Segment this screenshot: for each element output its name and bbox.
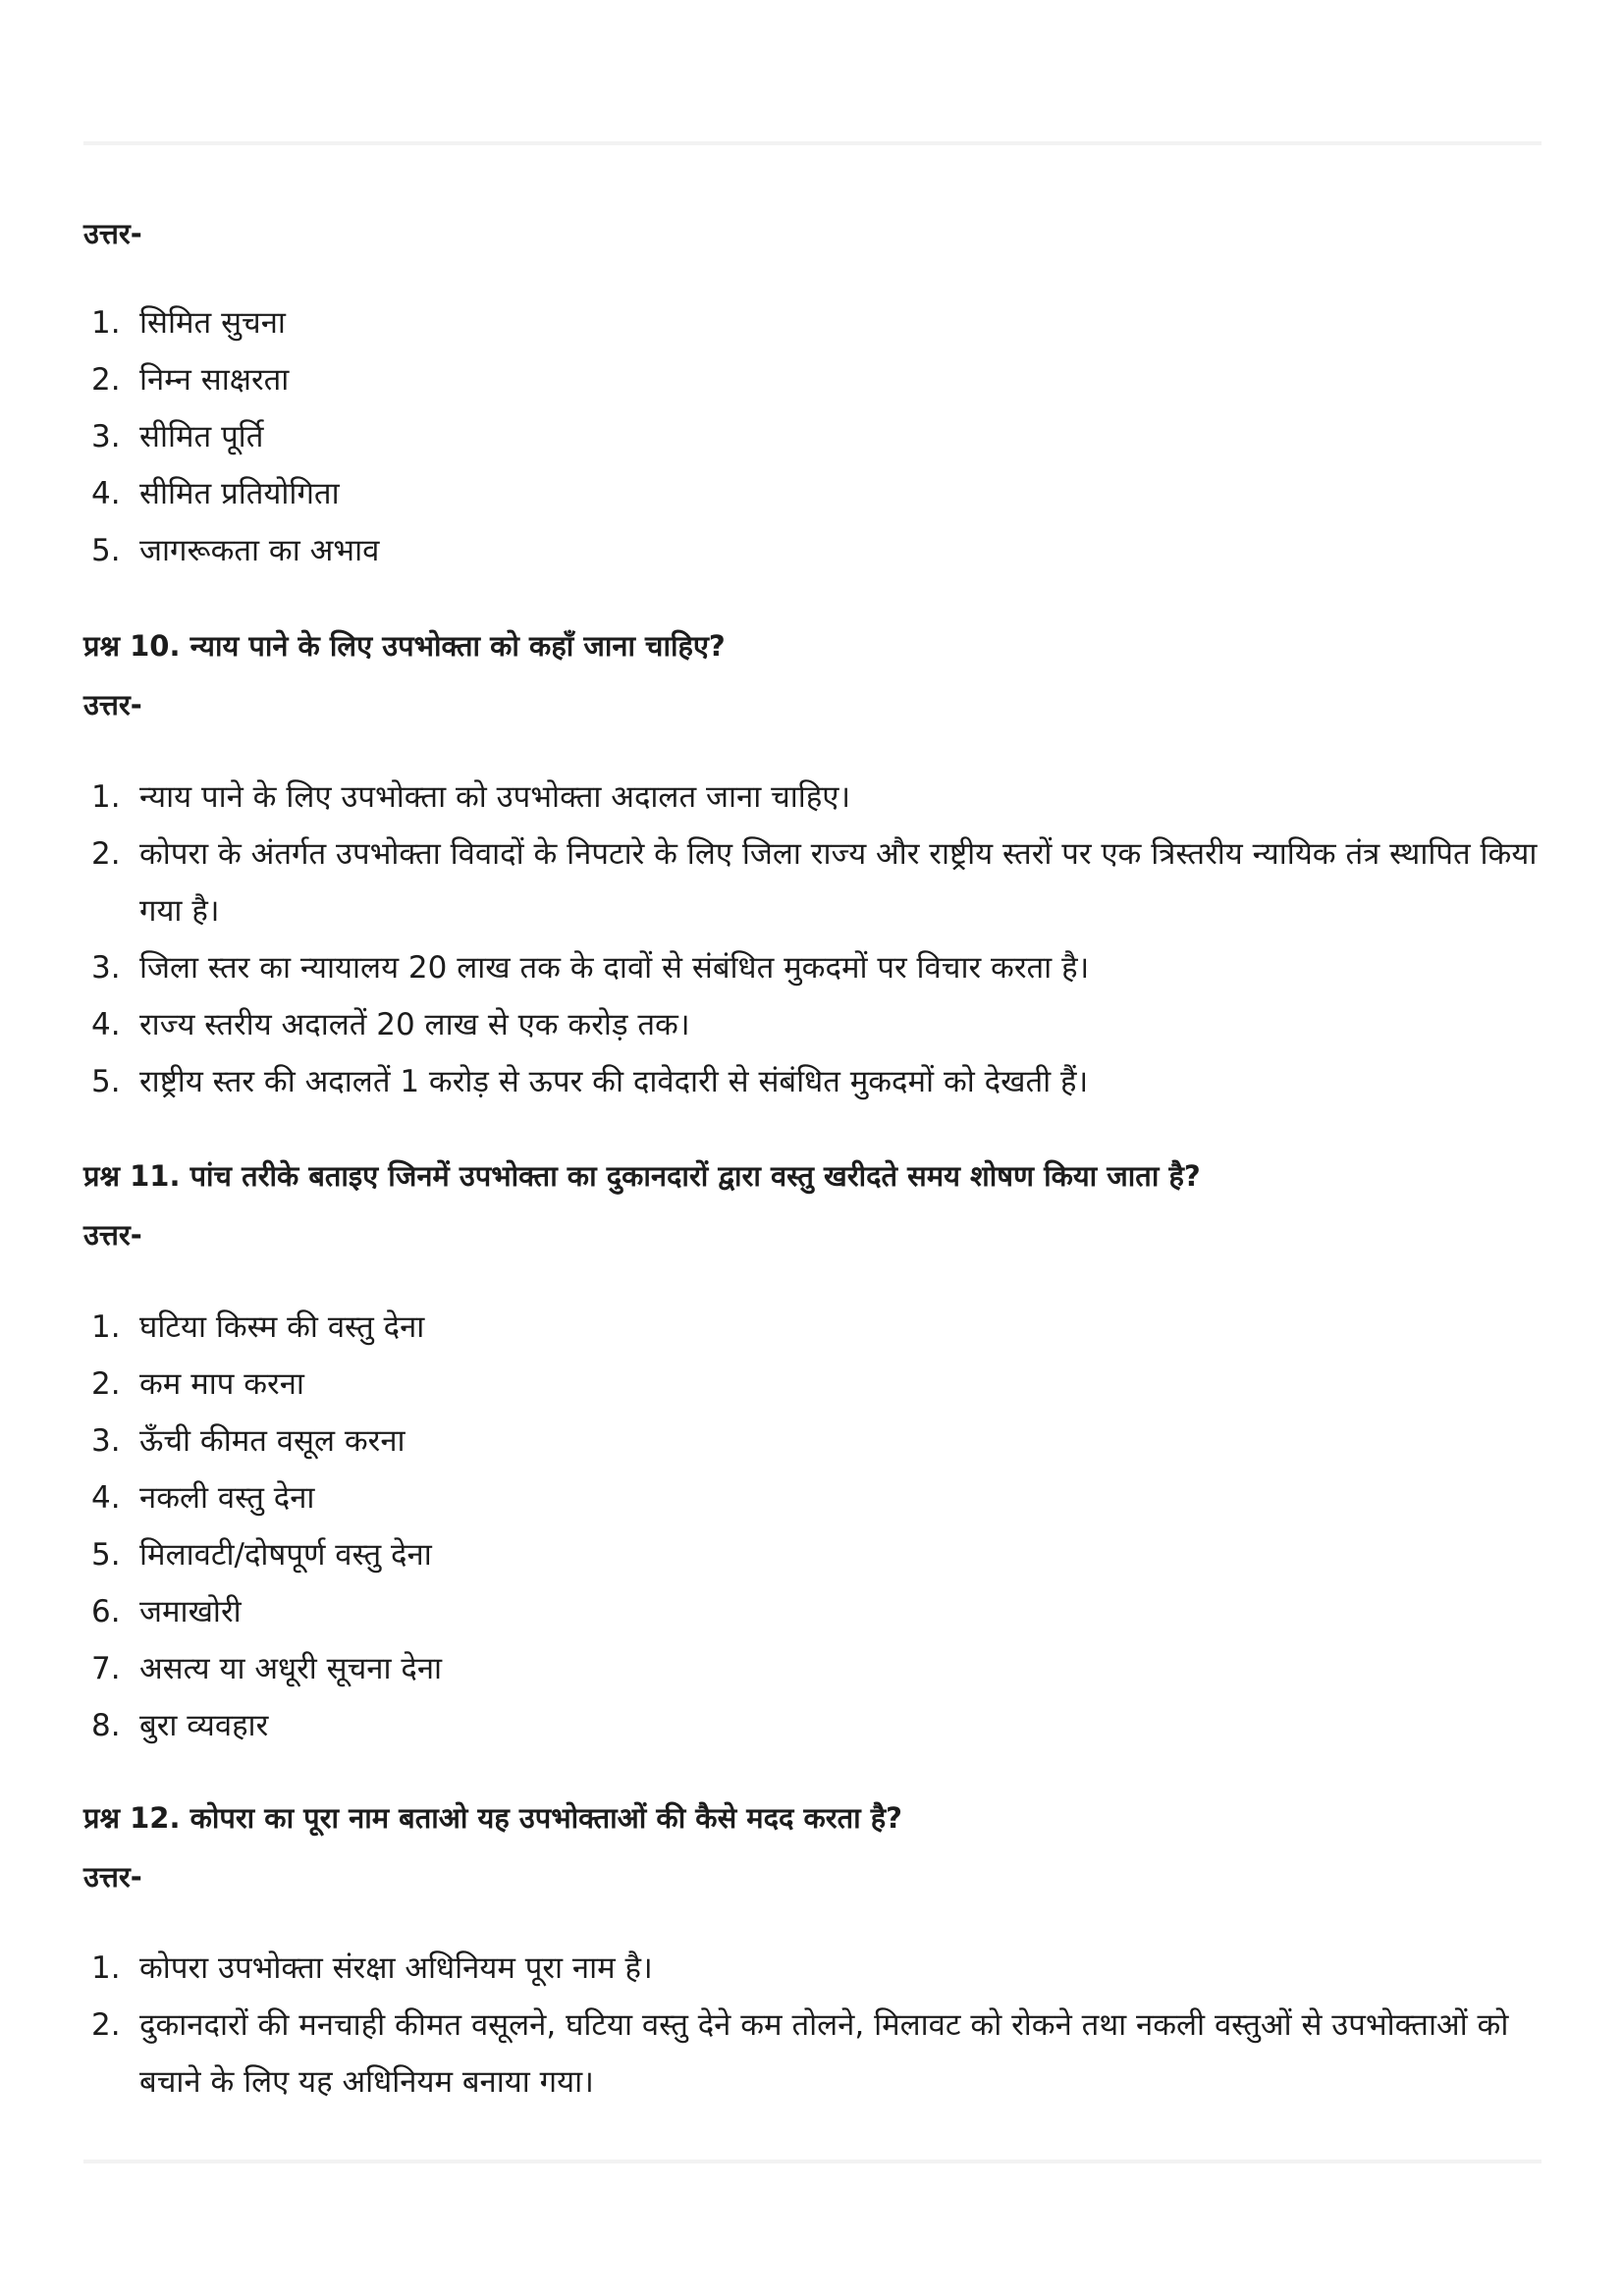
answer-list: [83, 1940, 1542, 2110]
answer-list: [83, 1299, 1542, 1754]
list-item: 5. जागरूकता का अभाव: [91, 533, 380, 568]
question-heading: प्रश्न 10. न्याय पाने के लिए उपभोक्ता को कहाँ जाना चाहिए?: [83, 629, 726, 663]
list-item: 2. कम माप करना: [91, 1366, 304, 1402]
list-item: 2. दुकानदारों की मनचाही कीमत वसूलने, घटिया वस्तु देने कम तोलने, मिलावट को रोकने तथा नकली वस्तुओं से उपभोक्ताओं को बचाने के लिए यह अधिनियम बनाया गया।: [91, 2007, 1509, 2100]
list-item: 3. जिला स्तर का न्यायालय 20 लाख तक के दावों से संबंधित मुकदमों पर विचार करता है।: [91, 950, 1090, 986]
list-item: 1. घटिया किस्म की वस्तु देना: [91, 1309, 425, 1345]
list-item: 4. नकली वस्तु देना: [91, 1480, 315, 1516]
list-item: 1. कोपरा उपभोक्ता संरक्षा अधिनियम पूरा नाम है।: [91, 1950, 653, 1986]
list-item: 3. सीमित पूर्ति: [91, 419, 264, 454]
list-item: 1. न्याय पाने के लिए उपभोक्ता को उपभोक्ता अदालत जाना चाहिए।: [91, 779, 851, 815]
list-item: 4. सीमित प्रतियोगिता: [91, 476, 340, 511]
answer-label: उत्तर-: [83, 1860, 142, 1894]
list-item: 8. बुरा व्यवहार: [91, 1708, 269, 1743]
top-divider: [83, 141, 1542, 145]
list-item: 7. असत्य या अधूरी सूचना देना: [91, 1651, 443, 1686]
answer-list: [83, 769, 1542, 1110]
list-item: 2. निम्न साक्षरता: [91, 362, 290, 398]
answer-label: उत्तर-: [83, 217, 142, 250]
list-item: 4. राज्य स्तरीय अदालतें 20 लाख से एक करोड़ तक।: [91, 1007, 690, 1042]
list-item: 5. राष्ट्रीय स्तर की अदालतें 1 करोड़ से ऊपर की दावेदारी से संबंधित मुकदमों को देखती हैं।: [91, 1064, 1089, 1099]
list-item: 5. मिलावटी/दोषपूर्ण वस्तु देना: [91, 1537, 432, 1573]
bottom-divider: [83, 2160, 1542, 2163]
list-item: 6. जमाखोरी: [91, 1594, 242, 1629]
question-heading: प्रश्न 11. पांच तरीके बताइए जिनमें उपभोक्ता का दुकानदारों द्वारा वस्तु खरीदते समय शोषण किया जाता है?: [83, 1159, 1201, 1193]
answer-label: उत्तर-: [83, 1218, 142, 1252]
question-heading: प्रश्न 12. कोपरा का पूरा नाम बताओ यह उपभोक्ताओं की कैसे मदद करता है?: [83, 1801, 902, 1835]
answer-label: उत्तर-: [83, 688, 142, 721]
list-item: 1. सिमित सुचना: [91, 305, 286, 341]
list-item: 3. ऊँची कीमत वसूल करना: [91, 1423, 406, 1459]
answer-list: [83, 294, 1542, 579]
list-item: 2. कोपरा के अंतर्गत उपभोक्ता विवादों के निपटारे के लिए जिला राज्य और राष्ट्रीय स्तरों पर एक त्रिस्तरीय न्यायिक तंत्र स्थापित किया गया है।: [91, 836, 1538, 929]
